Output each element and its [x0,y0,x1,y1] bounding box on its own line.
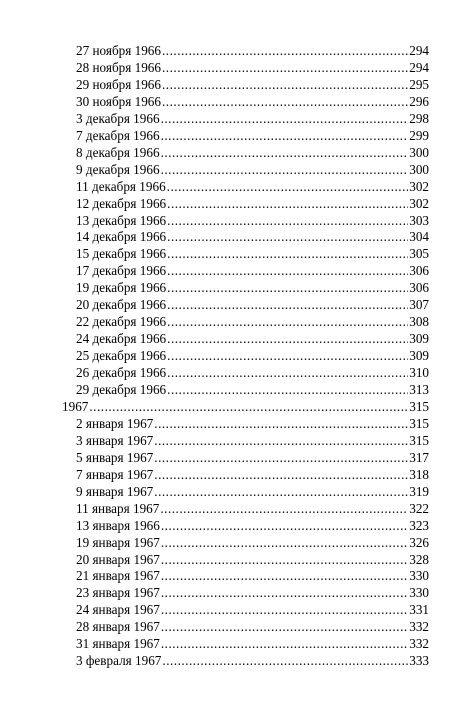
toc-entry[interactable] [76,195,429,212]
toc-entry-label: 9 января 1967 [76,483,154,499]
toc-entry[interactable] [76,483,429,500]
toc-entry-label: 13 декабря 1966 [76,212,167,228]
toc-entry-label: 14 декабря 1966 [76,229,167,245]
toc-entry-label: 3 февраля 1967 [76,653,162,669]
toc-entry-label: 25 декабря 1966 [76,348,167,364]
toc-entry-label: 28 января 1967 [76,619,160,635]
dot-leader [161,584,408,601]
toc-entry-label: 17 декабря 1966 [76,263,167,279]
toc-entry[interactable] [76,296,429,313]
toc-page-number: 318 [409,466,429,482]
toc-entry[interactable] [76,347,429,364]
toc-entry[interactable] [76,466,429,483]
toc-page-number: 322 [409,500,429,516]
toc-entry-label: 24 декабря 1966 [76,331,167,347]
dot-leader [167,195,408,212]
dot-leader [161,144,409,161]
dot-leader [167,330,408,347]
dot-leader [167,262,408,279]
dot-leader [167,364,408,381]
toc-page-number: 295 [409,76,429,92]
dot-leader [167,245,408,262]
toc-entry[interactable] [76,279,429,296]
toc-page-number: 300 [409,161,429,177]
dot-leader [89,398,408,415]
toc-section-entry[interactable] [62,398,429,415]
toc-entry-label: 11 декабря 1966 [76,178,166,194]
toc-entry[interactable] [76,567,429,584]
toc-entry-label: 11 января 1967 [76,500,160,516]
toc-entry[interactable] [76,245,429,262]
toc-page-number: 303 [409,212,429,228]
toc-entry-label: 27 ноября 1966 [76,43,161,58]
dot-leader [154,415,408,432]
toc-page-number: 304 [409,229,429,245]
dot-leader [167,228,408,245]
toc-entry-label: 20 января 1967 [76,551,160,567]
dot-leader [154,432,408,449]
dot-leader [162,59,408,76]
toc-page-number: 315 [409,432,429,448]
toc-entry[interactable] [76,415,429,432]
toc-entry-label: 12 декабря 1966 [76,195,167,211]
toc-entry[interactable] [76,110,429,127]
toc-entry-label: 19 января 1967 [76,534,160,550]
toc-entry[interactable] [76,500,429,517]
toc-entry-label: 29 ноября 1966 [76,76,161,92]
toc-page-number: 306 [409,263,429,279]
toc-page-number: 326 [409,534,429,550]
toc-entry-label: 15 декабря 1966 [76,246,167,262]
toc-page-number: 309 [409,348,429,364]
toc-page-number: 330 [409,568,429,584]
dot-leader [167,381,408,398]
dot-leader [161,601,408,618]
toc-entry-label: 8 декабря 1966 [76,144,160,160]
toc-entry[interactable] [76,161,429,178]
dot-leader [161,110,409,127]
toc-page-number: 332 [409,636,429,652]
toc-entry[interactable] [76,212,429,229]
toc-page-number: 330 [409,585,429,601]
toc-entry-label: 23 января 1967 [76,585,160,601]
toc-entry-label: 31 января 1967 [76,636,160,652]
dot-leader [167,212,408,229]
toc-entry[interactable] [76,42,429,59]
dot-leader [154,449,408,466]
toc-page-number: 333 [409,653,429,669]
toc-entry[interactable] [76,93,429,110]
toc-entry[interactable] [76,228,429,245]
toc-entry-label: 7 декабря 1966 [76,127,160,143]
dot-leader [161,534,408,551]
toc-entry-label: 24 января 1967 [76,602,160,618]
dot-leader [161,161,409,178]
toc-entry-label: 19 декабря 1966 [76,280,167,296]
toc-entry-label: 20 декабря 1966 [76,297,167,313]
toc-entry[interactable] [76,517,429,534]
toc-page-number: 296 [409,93,429,109]
dot-leader [161,618,408,635]
toc-entry-label: 22 декабря 1966 [76,314,167,330]
toc-entry[interactable] [76,313,429,330]
dot-leader [162,42,408,59]
dot-leader [167,296,408,313]
dot-leader [161,567,408,584]
toc-entry[interactable] [76,584,429,601]
dot-leader [167,313,408,330]
toc-page-number: 331 [409,602,429,618]
toc-page-number: 294 [409,59,429,75]
toc-entry-label: 1967 [62,398,89,414]
toc-entry[interactable] [76,76,429,93]
toc-page-number: 310 [409,365,429,381]
toc-page-number: 300 [409,144,429,160]
toc-entry[interactable] [76,330,429,347]
toc-entry[interactable] [76,127,429,144]
dot-leader [161,635,408,652]
toc-page-number: 302 [409,178,429,194]
dot-leader [161,517,408,534]
toc-entry[interactable] [76,551,429,568]
toc-entry[interactable] [76,178,429,195]
toc-entry[interactable] [76,381,429,398]
dot-leader [162,93,408,110]
toc-entry-label: 9 декабря 1966 [76,161,160,177]
dot-leader [154,466,408,483]
toc-page-number: 305 [409,246,429,262]
dot-leader [167,178,409,195]
toc-page-number: 315 [409,398,429,414]
toc-entry-label: 5 января 1967 [76,449,154,465]
dot-leader [161,551,408,568]
toc-entry[interactable] [76,449,429,466]
toc-page-number: 309 [409,331,429,347]
toc-entry[interactable] [76,635,429,652]
toc-entry-label: 21 января 1967 [76,568,160,584]
toc-page-number: 319 [409,483,429,499]
toc-page-number: 308 [409,314,429,330]
toc-page-number: 315 [409,415,429,431]
toc-entry[interactable] [76,59,429,76]
toc-entry-label: 26 декабря 1966 [76,365,167,381]
toc-page-number: 323 [409,517,429,533]
toc-entry[interactable] [76,601,429,618]
toc-page-number: 302 [409,195,429,211]
toc-entry[interactable] [76,618,429,635]
dot-leader [167,279,408,296]
toc-entry-label: 28 ноября 1966 [76,59,161,75]
toc-page-number: 294 [409,43,429,58]
toc-entry-label: 3 декабря 1966 [76,110,160,126]
toc-page-number: 298 [409,110,429,126]
toc-entry-label: 29 декабря 1966 [76,382,167,397]
toc-entry-label: 3 января 1967 [76,432,154,448]
toc-entry[interactable] [76,364,429,381]
toc-entry[interactable] [76,262,429,279]
toc-page-number: 313 [409,382,429,397]
dot-leader [162,76,408,93]
toc-page-number: 307 [409,297,429,313]
dot-leader [167,347,408,364]
toc-entry-label: 30 ноября 1966 [76,93,161,109]
dot-leader [162,652,408,669]
toc-entry-label: 7 января 1967 [76,466,154,482]
toc-page-number: 328 [409,551,429,567]
toc-entry[interactable] [76,534,429,551]
toc-entry-label: 2 января 1967 [76,415,154,431]
toc-entry[interactable] [76,652,429,669]
toc-page-number: 306 [409,280,429,296]
toc-page-number: 332 [409,619,429,635]
dot-leader [160,500,408,517]
toc-entry[interactable] [76,144,429,161]
toc-entry-label: 13 января 1966 [76,517,160,533]
toc-page-number: 299 [409,127,429,143]
dot-leader [161,127,409,144]
toc-entry[interactable] [76,432,429,449]
dot-leader [154,483,408,500]
toc-page-number: 317 [409,449,429,465]
